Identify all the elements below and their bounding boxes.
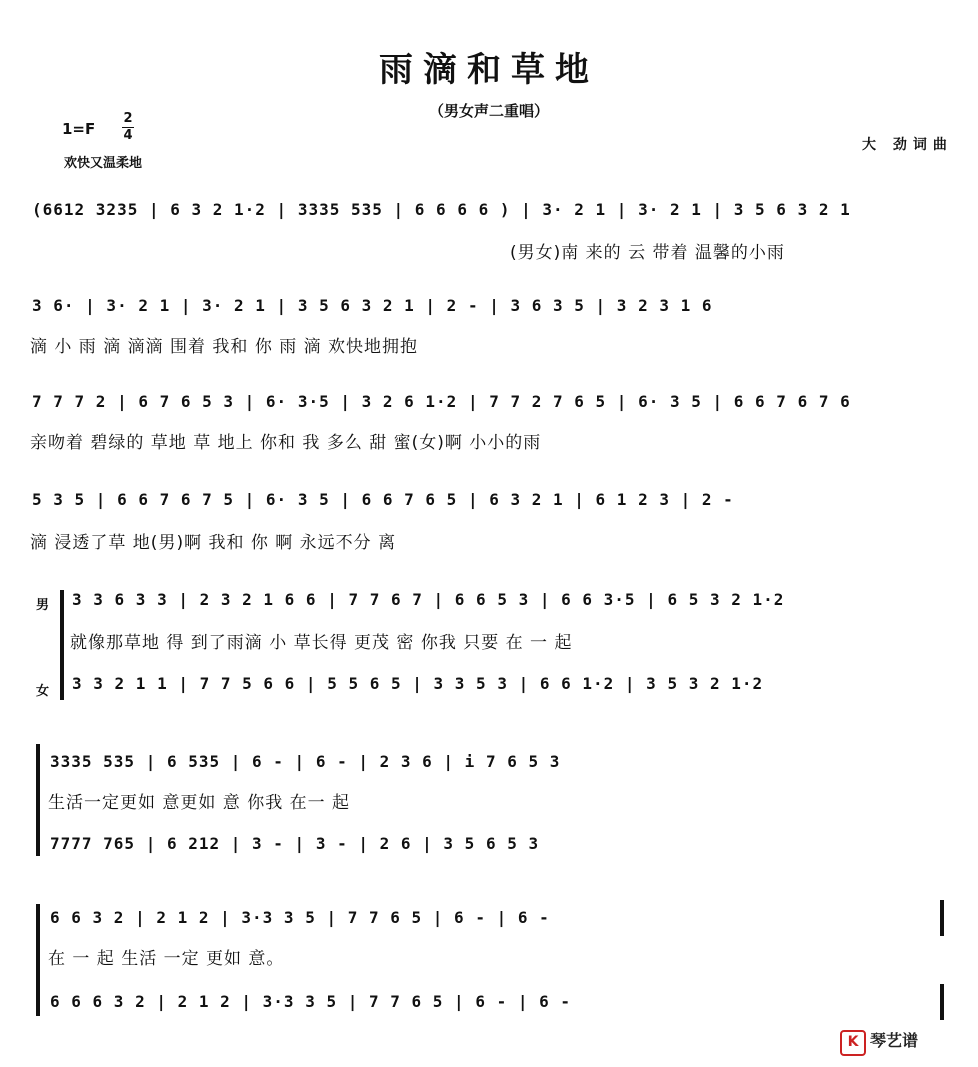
row6-lyrics: 生活一定更如 意更如 意 你我 在一 起 bbox=[48, 793, 351, 813]
system-bracket bbox=[60, 590, 64, 700]
female-voice-label: 女 bbox=[36, 684, 50, 699]
time-top: 2 bbox=[123, 111, 133, 126]
final-barline bbox=[940, 984, 944, 1020]
song-title: 雨滴和草地 bbox=[379, 50, 599, 90]
row3-lyrics: 亲吻着 碧绿的 草地 草 地上 你和 我 多么 甜 蜜(女)啊 小小的雨 bbox=[30, 433, 542, 453]
final-barline bbox=[940, 900, 944, 936]
logo-text: 琴艺谱 bbox=[870, 1031, 919, 1050]
logo-icon: K bbox=[840, 1030, 866, 1056]
site-logo bbox=[840, 1028, 918, 1056]
row7-lyrics: 在 一 起 生活 一定 更如 意。 bbox=[48, 949, 285, 969]
row6-male-notes: 3335 535 | 6 535 | 6 - | 6 - | 2 3 6 | i 7 6 5 3 bbox=[50, 752, 561, 771]
system-bracket bbox=[36, 904, 40, 1016]
row5-female-notes: 3 3 2 1 1 | 7 7 5 6 6 | 5 5 6 5 | 3 3 5 3 | 6 6 1·2 | 3 5 3 2 1·2 bbox=[72, 674, 764, 693]
system-bracket bbox=[36, 744, 40, 856]
tempo-marking: 欢快又温柔地 bbox=[64, 156, 143, 171]
row6-female-notes: 7777 765 | 6 212 | 3 - | 3 - | 2 6 | 3 5 6 5 3 bbox=[50, 834, 540, 853]
row4-lyrics: 滴 浸透了草 地(男)啊 我和 你 啊 永远不分 离 bbox=[30, 533, 397, 553]
row3-notes: 7 7 7 2 | 6 7 6 5 3 | 6· 3·5 | 3 2 6 1·2 | 7 7 2 7 6 5 | 6· 3 5 | 6 6 7 6 7 6 bbox=[32, 392, 851, 411]
row7-female-notes: 6 6 6 3 2 | 2 1 2 | 3·3 3 5 | 7 7 6 5 | 6 - | 6 - bbox=[50, 992, 572, 1011]
song-subtitle: （男女声二重唱） bbox=[428, 102, 549, 120]
time-bottom: 4 bbox=[123, 128, 133, 143]
row7-male-notes: 6 6 3 2 | 2 1 2 | 3·3 3 5 | 7 7 6 5 | 6 - | 6 - bbox=[50, 908, 550, 927]
male-voice-label: 男 bbox=[36, 598, 50, 613]
time-signature bbox=[122, 112, 134, 143]
row5-male-notes: 3 3 6 3 3 | 2 3 2 1 6 6 | 7 7 6 7 | 6 6 5 3 | 6 6 3·5 | 6 5 3 2 1·2 bbox=[72, 590, 785, 609]
row4-notes: 5 3 5 | 6 6 7 6 7 5 | 6· 3 5 | 6 6 7 6 5 | 6 3 2 1 | 6 1 2 3 | 2 - bbox=[32, 490, 734, 509]
row5-male-lyrics: 就像那草地 得 到了雨滴 小 草长得 更茂 密 你我 只要 在 一 起 bbox=[70, 633, 573, 653]
row1-lyrics: (男女)南 来的 云 带着 温馨的小雨 bbox=[510, 243, 785, 263]
row2-lyrics: 滴 小 雨 滴 滴滴 围着 我和 你 雨 滴 欢快地拥抱 bbox=[30, 337, 419, 357]
row2-notes: 3 6· | 3· 2 1 | 3· 2 1 | 3 5 6 3 2 1 | 2 - | 3 6 3 5 | 3 2 3 1 6 bbox=[32, 296, 713, 315]
key-signature: 1=F bbox=[62, 120, 96, 138]
author-credit: 大 劲词曲 bbox=[862, 137, 953, 153]
row1-notes: (6612 3235 | 6 3 2 1·2 | 3335 535 | 6 6 6 6 ) | 3· 2 1 | 3· 2 1 | 3 5 6 3 2 1 bbox=[32, 200, 851, 219]
